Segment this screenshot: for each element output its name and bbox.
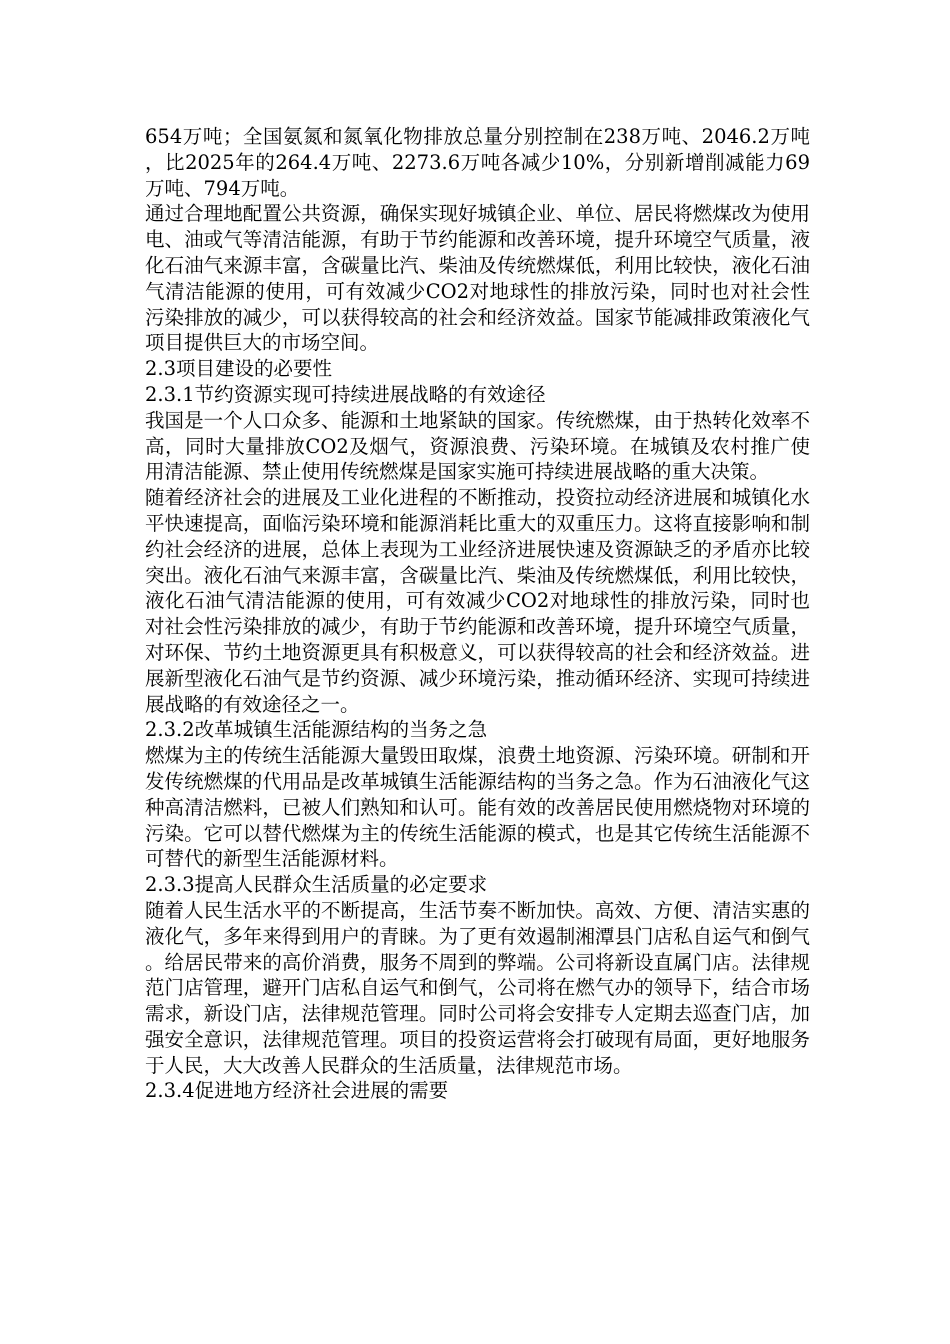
paragraph-resource-shortage: 我国是一个人口众多、能源和土地紧缺的国家。传统燃煤，由于热转化效率不高，同时大量排放CO2及烟气，资源浪费、污染环境。在城镇及农村推广使用清洁能源、禁止使用传统燃煤是国家实施可持续进展战略的重大决策。 — [145, 408, 810, 484]
paragraph-clean-energy: 通过合理地配置公共资源，确保实现好城镇企业、单位、居民将燃煤改为使用电、油或气等清洁能源，有助于节约能源和改善环境，提升环境空气质量，液化石油气来源丰富，含碳量比汽、柴油及传统燃煤低，利用比较快，液化石油气清洁能源的使用，可有效减少CO2对地球性的排放污染，同时也对社会性污染排放的减少，可以获得较高的社会和经济效益。国家节能减排政策液化气项目提供巨大的市场空间。 — [145, 202, 810, 355]
paragraph-economic-development: 随着经济社会的进展及工业化进程的不断推动，投资拉动经济进展和城镇化水平快速提高，面临污染环境和能源消耗比重大的双重压力。这将直接影响和制约社会经济的进展，总体上表现为工业经济进展快速及资源缺乏的矛盾亦比较突出。液化石油气来源丰富，含碳量比汽、柴油及传统燃煤低，利用比较快，液化石油气清洁能源的使用，可有效减少CO2对地球性的排放污染，同时也对社会性污染排放的减少，有助于节约能源和改善环境，提升环境空气质量，对环保、节约土地资源更具有积极意义，可以获得较高的社会和经济效益。进展新型液化石油气是节约资源、减少环境污染，推动循环经济、实现可持续进展战略的有效途径之一。 — [145, 486, 810, 716]
section-heading-2-3-3: 2.3.3提高人民群众生活质量的必定要求 — [145, 873, 488, 897]
paragraph-energy-structure: 燃煤为主的传统生活能源大量毁田取煤，浪费土地资源、污染环境。研制和开发传统燃煤的代用品是改革城镇生活能源结构的当务之急。作为石油液化气这种高清洁燃料，已被人们熟知和认可。能有效的改善居民使用燃烧物对环境的污染。它可以替代燃煤为主的传统生活能源的模式，也是其它传统生活能源不可替代的新型生活能源材料。 — [145, 744, 810, 871]
paragraph-emission-targets: 654万吨；全国氨氮和氮氧化物排放总量分别控制在238万吨、2046.2万吨，比2025年的264.4万吨、2273.6万吨各减少10%，分别新增削减能力69万吨、794万吨。 — [145, 125, 810, 200]
section-heading-2-3: 2.3项目建设的必要性 — [145, 357, 333, 381]
section-heading-2-3-1: 2.3.1节约资源实现可持续进展战略的有效途径 — [145, 382, 546, 406]
section-heading-2-3-2: 2.3.2改革城镇生活能源结构的当务之急 — [145, 718, 488, 742]
document-page — [145, 124, 810, 1104]
section-heading-2-3-4: 2.3.4促进地方经济社会进展的需要 — [145, 1079, 449, 1103]
paragraph-quality-of-life: 随着人民生活水平的不断提高，生活节奏不断加快。高效、方便、清洁实惠的液化气，多年来得到用户的青睐。为了更有效遏制湘潭县门店私自运气和倒气。给居民带来的高价消费，服务不周到的弊端。公司将新设直属门店。法律规范门店管理，避开门店私自运气和倒气，公司将在燃气办的领导下，结合市场需求，新设门店，法律规范管理。同时公司将会安排专人定期去巡查门店，加强安全意识，法律规范管理。项目的投资运营将会打破现有局面，更好地服务于人民，大大改善人民群众的生活质量，法律规范市场。 — [145, 898, 810, 1077]
